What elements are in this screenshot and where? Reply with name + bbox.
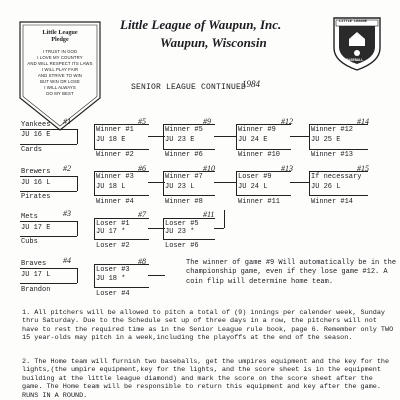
bracket-slot: Winner #8 bbox=[165, 198, 203, 206]
bracket-slot: Loser #3 bbox=[96, 266, 130, 274]
game-number: #1 bbox=[63, 117, 71, 126]
bracket-slot: Winner #10 bbox=[238, 151, 281, 159]
bracket-line bbox=[77, 176, 78, 191]
game-date: JU 23 * bbox=[165, 228, 195, 236]
bracket-line bbox=[77, 129, 78, 144]
pledge-line: DO MY BEST bbox=[46, 91, 74, 96]
bracket-slot: Winner #2 bbox=[96, 151, 134, 159]
bracket-slot: Winner #1 bbox=[96, 126, 134, 134]
bracket-line bbox=[20, 176, 77, 177]
game-number: #12 bbox=[281, 117, 293, 126]
page-subtitle: SENIOR LEAGUE CONTINUED bbox=[131, 83, 247, 92]
bracket-slot: Loser #9 bbox=[238, 173, 272, 181]
bracket-line bbox=[290, 136, 309, 137]
game-number: #8 bbox=[138, 257, 146, 266]
bracket-line bbox=[148, 275, 165, 276]
pledge-line: I WILL ALWAYS bbox=[44, 85, 76, 90]
game-date: JU 17 E bbox=[21, 224, 51, 232]
game-number: #13 bbox=[281, 164, 293, 173]
game-date: JU 16 E bbox=[21, 131, 51, 139]
game-date: JU 26 L bbox=[311, 183, 341, 191]
team-name: Yankees bbox=[21, 121, 51, 129]
game-date: JU 23 L bbox=[165, 183, 195, 191]
pledge-line: AND STRIVE TO WIN bbox=[37, 73, 83, 78]
pledge-title-2: Pledge bbox=[51, 36, 69, 43]
rule-paragraph: 2. The Home team will furnish two baseballs, get the umpires equipment and the key for the lights,(the umpire equipment,key for the lights, and the score sheet is in the equipment building at the little league diamond) and mark the score on the score sheet after the game. The Home team will be responsible to return this equipment and key after the game. RUNS IN A ROUND. bbox=[22, 358, 390, 400]
game-date: JU 25 E bbox=[311, 136, 341, 144]
game-number: #4 bbox=[63, 256, 71, 265]
team-name: Cubs bbox=[21, 238, 38, 246]
bracket-line bbox=[20, 268, 77, 269]
pledge-pennant bbox=[18, 20, 102, 132]
bracket-slot: Winner #13 bbox=[311, 151, 354, 159]
bracket-slot: Loser #6 bbox=[165, 242, 199, 250]
bracket-slot: Winner #3 bbox=[96, 173, 134, 181]
team-name: Brandon bbox=[21, 286, 51, 294]
bracket-slot: Loser #5 bbox=[165, 220, 199, 228]
logo-top-text: LITTLE LEAGUE bbox=[339, 20, 368, 24]
game-number: #11 bbox=[203, 210, 215, 219]
bracket-line bbox=[77, 221, 78, 236]
bracket-line bbox=[20, 236, 77, 237]
team-name: Pirates bbox=[21, 193, 51, 201]
org-name: Little League of Waupun, Inc. bbox=[120, 17, 282, 32]
bracket-slot: Loser #2 bbox=[96, 242, 130, 250]
bracket-line bbox=[214, 182, 236, 183]
bracket-slot: Winner #5 bbox=[165, 126, 203, 134]
bracket-slot: Loser #1 bbox=[96, 220, 130, 228]
bracket-slot: Loser #4 bbox=[96, 290, 130, 298]
game-date: JU 17 L bbox=[21, 271, 51, 279]
bracket-line bbox=[214, 136, 236, 137]
game-date: JU 23 E bbox=[165, 136, 195, 144]
game-date: JU 17 * bbox=[96, 228, 126, 236]
bracket-slot: Winner #14 bbox=[311, 198, 354, 206]
game-date: JU 16 L bbox=[21, 179, 51, 187]
game-number: #9 bbox=[203, 117, 211, 126]
bracket-slot: Winner #12 bbox=[311, 126, 354, 134]
team-name: Braves bbox=[21, 260, 47, 268]
game-number: #2 bbox=[63, 164, 71, 173]
pledge-line: AND WILL RESPECT ITS LAWS bbox=[27, 61, 93, 66]
bracket-slot: Winner #7 bbox=[165, 173, 203, 181]
game-number: #10 bbox=[203, 164, 215, 173]
pledge-line: I WILL PLAY FAIR bbox=[41, 67, 79, 72]
little-league-logo-icon bbox=[330, 12, 384, 72]
org-city: Waupun, Wisconsin bbox=[160, 35, 267, 50]
bracket-slot: Winner #4 bbox=[96, 198, 134, 206]
bracket-slot: Winner #11 bbox=[238, 198, 281, 206]
bracket-line bbox=[224, 210, 225, 228]
game-date: JU 24 E bbox=[238, 136, 268, 144]
game-number: #5 bbox=[138, 117, 146, 126]
team-name: Brewers bbox=[21, 168, 51, 176]
game-date: JU 18 * bbox=[96, 275, 126, 283]
bracket-line bbox=[214, 228, 224, 229]
pledge-line: I TRUST IN GOD bbox=[42, 49, 78, 54]
game-date: JU 18 L bbox=[96, 183, 126, 191]
bracket-line bbox=[20, 129, 77, 130]
bracket-slot: Winner #9 bbox=[238, 126, 276, 134]
game-date: JU 24 L bbox=[238, 183, 268, 191]
game-number: #3 bbox=[63, 209, 71, 218]
bracket-line bbox=[20, 221, 77, 222]
rule-paragraph: 1. All pitchers will be allowed to pitch a total of (9) innings per calender week, Sunday thru Saturday. Due to the Schedule set up of three days in a row, the pitchers will not have to rest the required time as in the Senior League rule book, page 6. Remember only TWO 15 year-olds may pitch in a week,including the playoffs at the end of the season. bbox=[22, 309, 394, 343]
bracket-line bbox=[20, 283, 77, 284]
game-date: JU 18 E bbox=[96, 136, 126, 144]
game-number: #14 bbox=[357, 117, 369, 126]
pledge-line: BUT WIN OR LOSE bbox=[40, 79, 80, 84]
bracket-line bbox=[20, 191, 77, 192]
bracket-line bbox=[290, 182, 309, 183]
logo-bottom-text: BASEBALL bbox=[346, 59, 364, 63]
team-name: Mets bbox=[21, 213, 38, 221]
game-number: #7 bbox=[138, 210, 146, 219]
bracket-line bbox=[77, 268, 78, 283]
pledge-title-1: Little League bbox=[42, 29, 78, 36]
game-number: #15 bbox=[357, 164, 369, 173]
team-name: Cards bbox=[21, 146, 43, 154]
game-number: #6 bbox=[138, 164, 146, 173]
bracket-slot: If necessary bbox=[311, 173, 362, 181]
pledge-line: I LOVE MY COUNTRY bbox=[37, 55, 83, 60]
year-handwritten: 1984 bbox=[242, 79, 260, 89]
bracket-line bbox=[20, 144, 77, 145]
bracket-slot: Winner #6 bbox=[165, 151, 203, 159]
championship-note: The winner of game #9 Will automatically be in the championship game, even if they lose game #12. A coin flip will determine home team. bbox=[186, 259, 397, 286]
